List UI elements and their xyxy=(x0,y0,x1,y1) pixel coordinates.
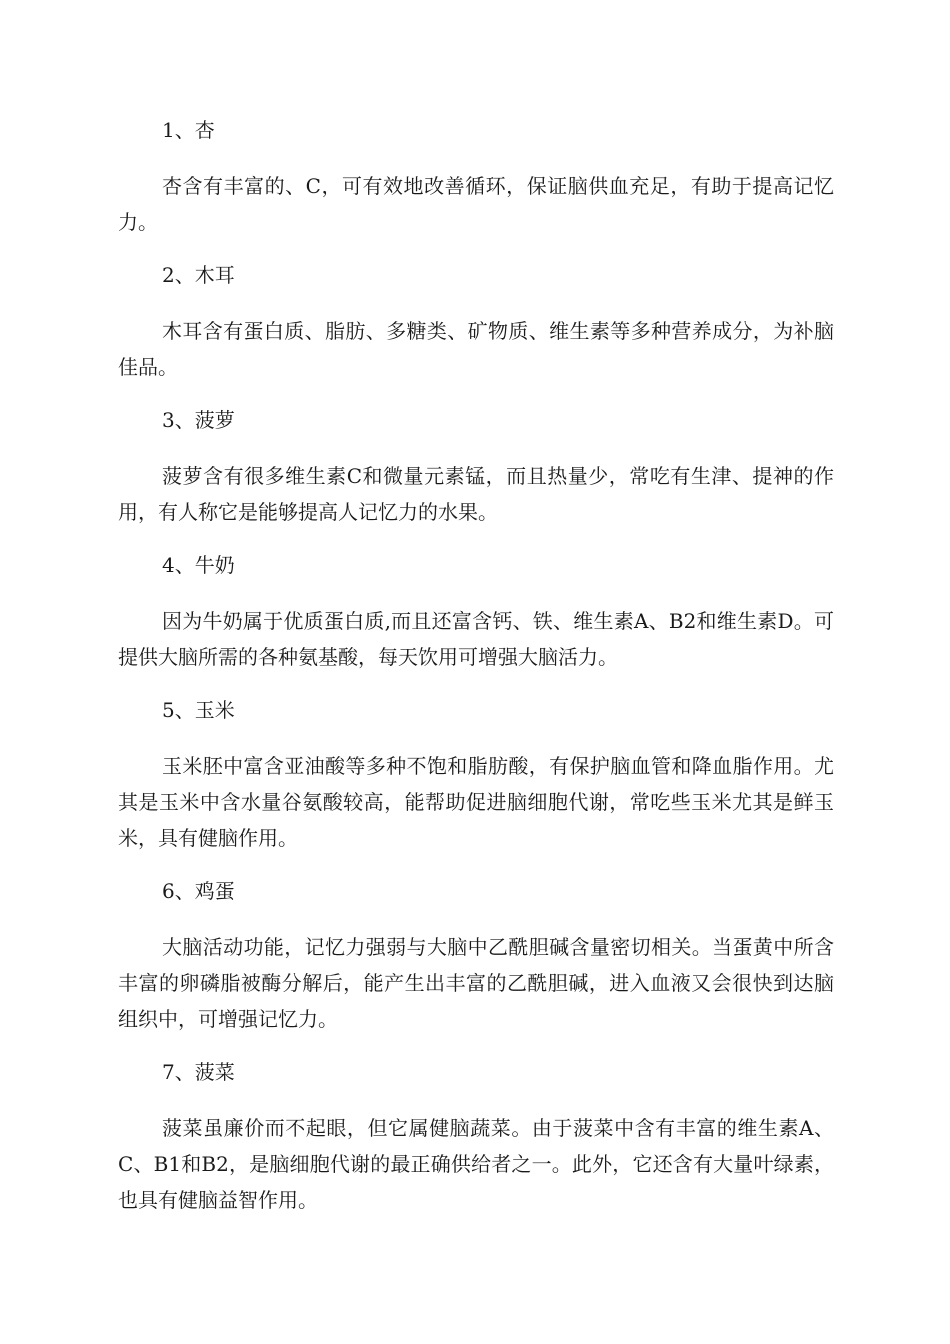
section-milk xyxy=(118,547,834,675)
section-apricot xyxy=(118,112,834,240)
section-body: 因为牛奶属于优质蛋白质,而且还富含钙、铁、维生素A、B2和维生素D。可提供大脑所需的各种氨基酸，每天饮用可增强大脑活力。 xyxy=(118,609,834,669)
section-spinach xyxy=(118,1054,834,1218)
section-heading: 5、玉米 xyxy=(162,698,235,722)
section-wood-ear xyxy=(118,257,834,385)
section-heading: 2、木耳 xyxy=(162,263,235,287)
section-heading: 7、菠菜 xyxy=(162,1060,235,1084)
section-body: 大脑活动功能，记忆力强弱与大脑中乙酰胆碱含量密切相关。当蛋黄中所含丰富的卵磷脂被酶分解后，能产生出丰富的乙酰胆碱，进入血液又会很快到达脑组织中，可增强记忆力。 xyxy=(118,935,834,1031)
document-content xyxy=(118,112,834,1235)
section-pineapple xyxy=(118,402,834,530)
section-corn xyxy=(118,692,834,856)
section-body: 木耳含有蛋白质、脂肪、多糖类、矿物质、维生素等多种营养成分，为补脑佳品。 xyxy=(118,319,834,379)
section-egg xyxy=(118,873,834,1037)
section-heading: 6、鸡蛋 xyxy=(162,879,235,903)
section-body: 杏含有丰富的、C，可有效地改善循环，保证脑供血充足，有助于提高记忆力。 xyxy=(118,174,834,234)
section-body: 玉米胚中富含亚油酸等多种不饱和脂肪酸，有保护脑血管和降血脂作用。尤其是玉米中含水量谷氨酸较高，能帮助促进脑细胞代谢，常吃些玉米尤其是鲜玉米，具有健脑作用。 xyxy=(118,754,834,850)
section-heading: 1、杏 xyxy=(162,118,215,142)
section-body: 菠菜虽廉价而不起眼，但它属健脑蔬菜。由于菠菜中含有丰富的维生素A、C、B1和B2，是脑细胞代谢的最正确供给者之一。此外，它还含有大量叶绿素，也具有健脑益智作用。 xyxy=(118,1116,834,1212)
section-heading: 3、菠萝 xyxy=(162,408,235,432)
section-body: 菠萝含有很多维生素C和微量元素锰，而且热量少，常吃有生津、提神的作用，有人称它是能够提高人记忆力的水果。 xyxy=(118,464,834,524)
section-heading: 4、牛奶 xyxy=(162,553,235,577)
